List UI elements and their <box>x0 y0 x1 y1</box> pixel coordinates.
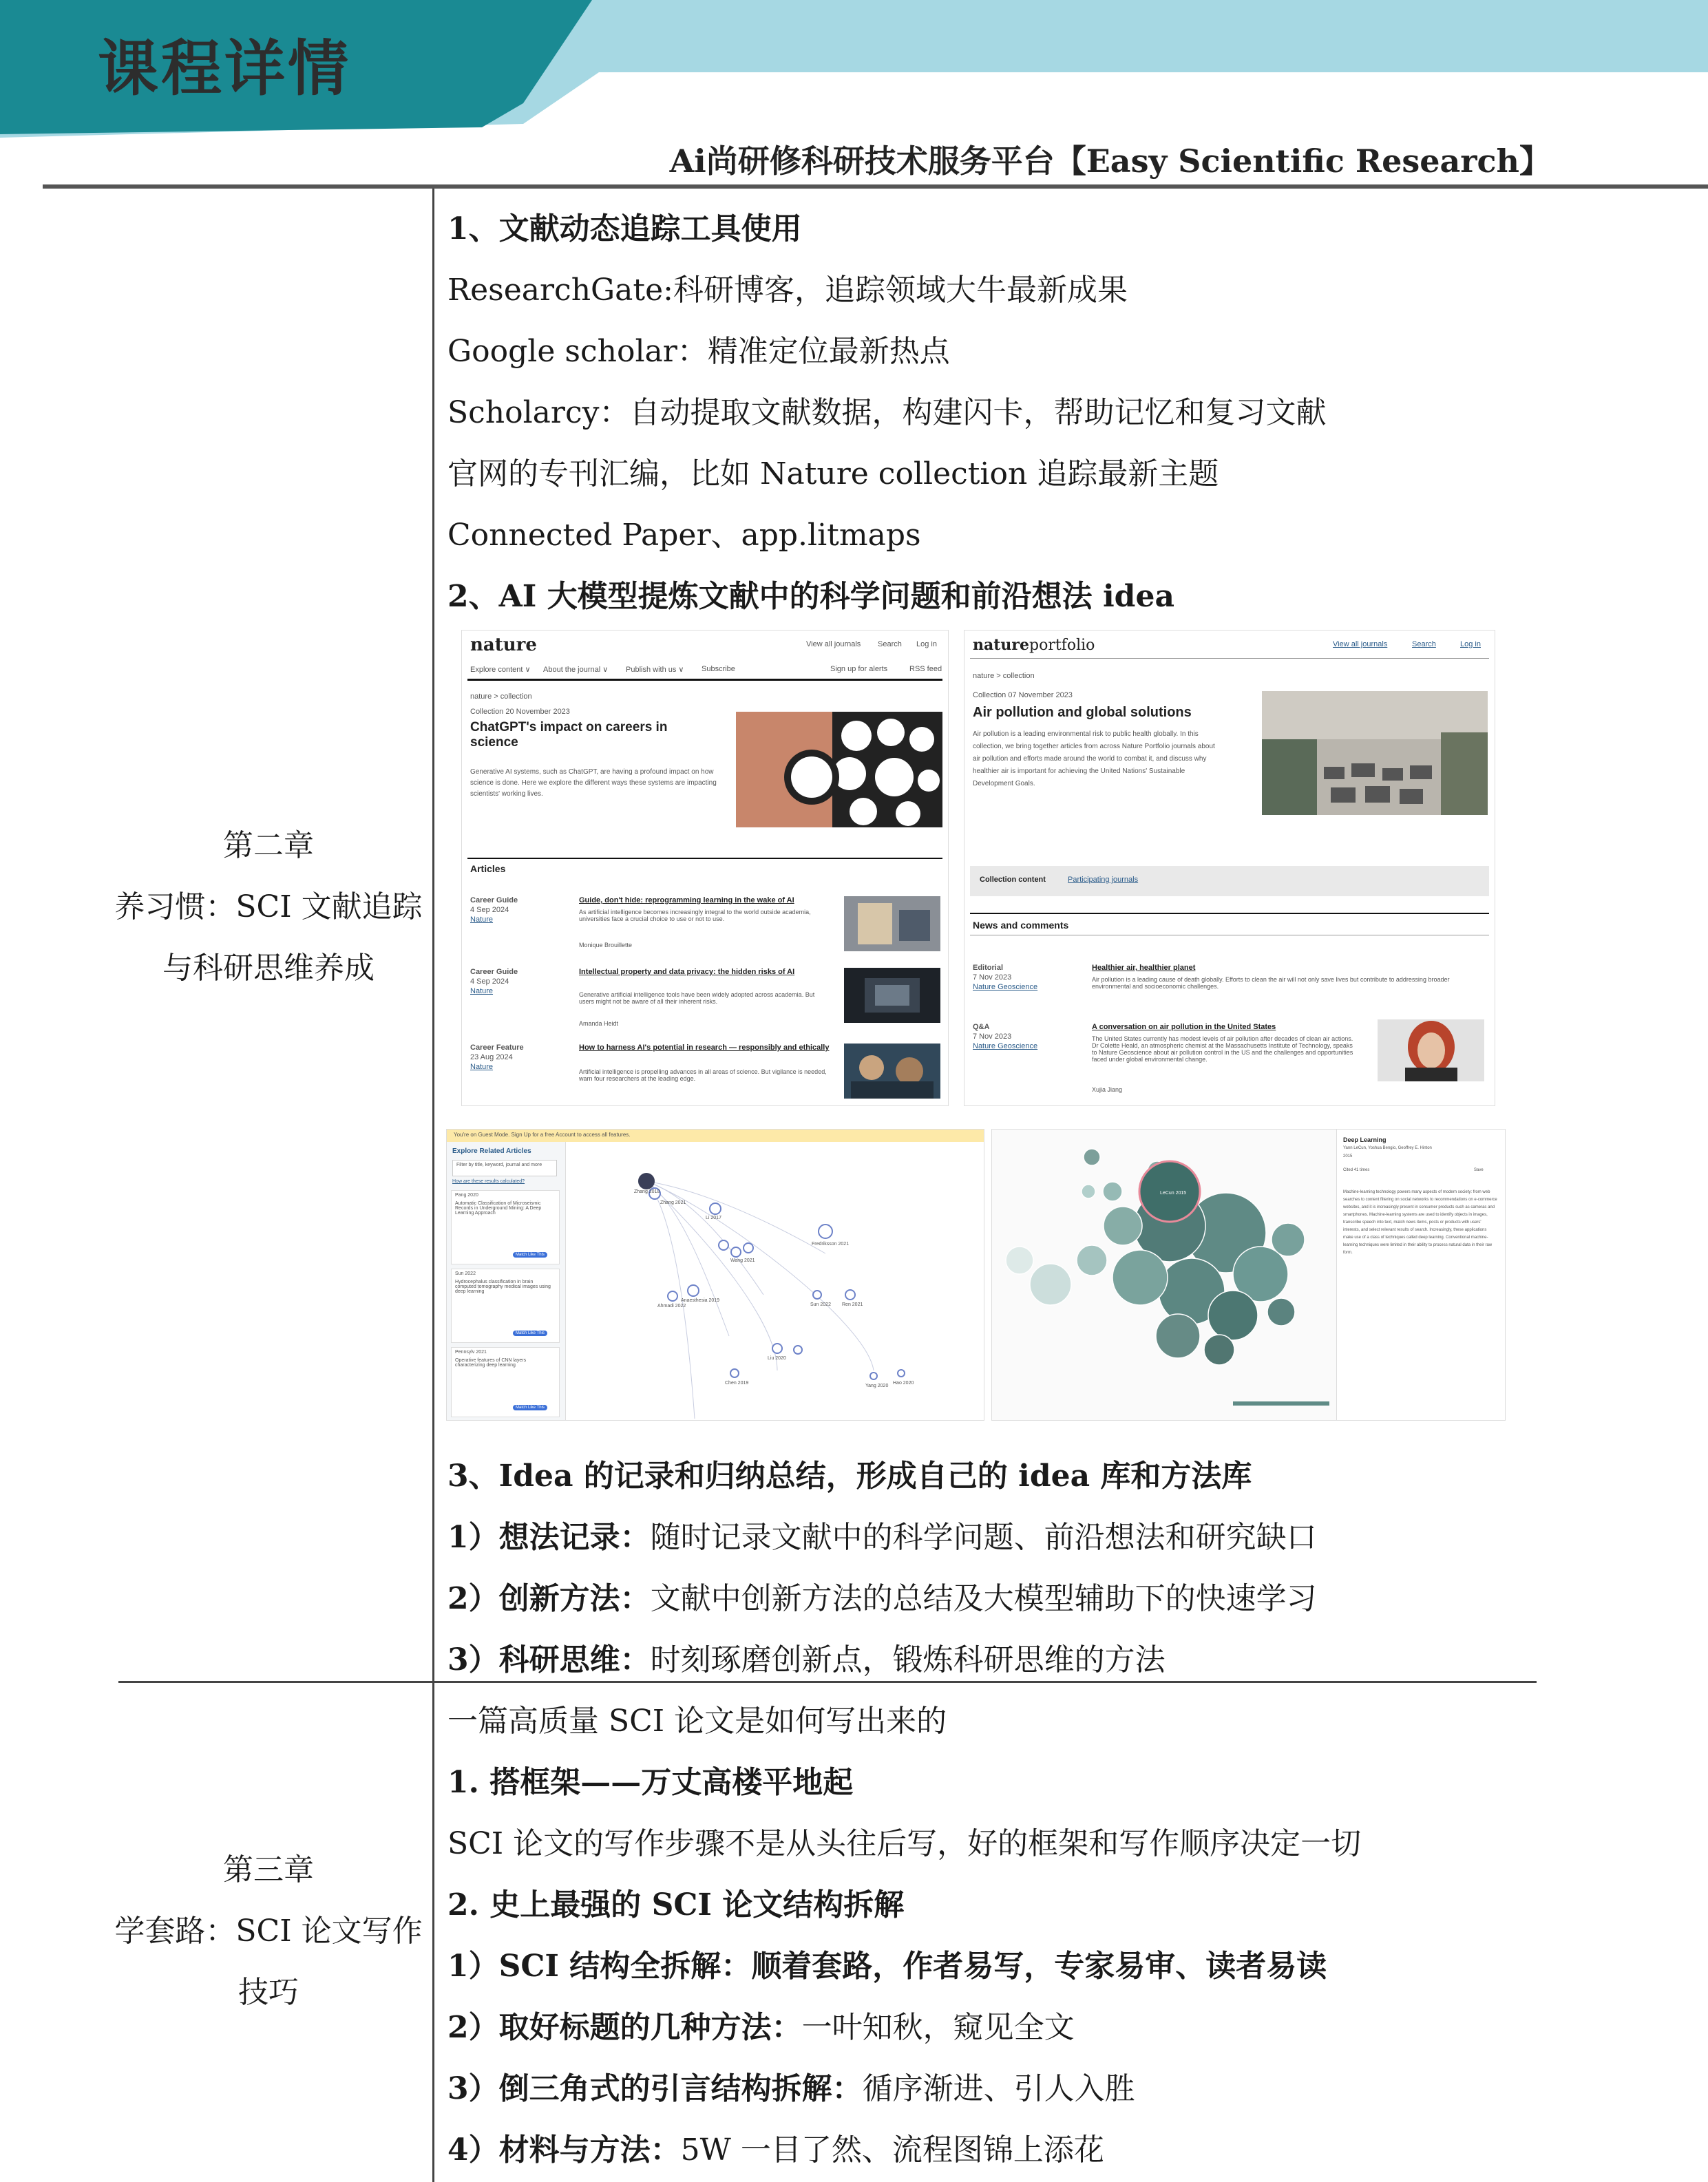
portfolio-breadcrumb: nature > collection <box>973 672 1035 680</box>
news1-date: 7 Nov 2023 <box>973 973 1012 982</box>
article2-type: Career Guide <box>470 968 518 976</box>
news2-snippet: The United States currently has modest levels of air pollution after decades of clean air actions. Dr Colette Heald, an atmospheric chemist at the Massachusetts Institute of Technology, speaks to Nature Geoscience about air pollution control in the US and the challenges and opportunities faced under global environmental change. <box>1092 1035 1353 1063</box>
paper-abstract: Machine-learning technology powers many aspects of modern society: from web searches to content filtering on social networks to recommendations on e-commerce websites, and it is increasingly present in consumer products such as cameras and smartphones. Machine-learning systems are used to identify objects in images, transcribe speech into text, match news items, posts or products with users' interests, and select relevant results of search. Increasingly, these applications make use of a class of techniques called deep learning. Conventional machine-learning techniques were limited in their ability to process natural data in their raw form. <box>1343 1190 1497 1255</box>
nature-nav-4: Subscribe <box>702 665 735 673</box>
card1-year: Pang 2020 <box>455 1193 478 1198</box>
article3-thumbnail <box>844 1044 940 1099</box>
nature-logo: nature <box>470 635 537 655</box>
node-label-13: Hao 2020 <box>893 1381 914 1386</box>
s2-point-2-label: 2）创新方法： <box>447 1581 651 1616</box>
article2-source[interactable]: Nature <box>470 987 494 995</box>
paper-cites: Cited 41 times <box>1343 1168 1370 1172</box>
chapter3-line1: 学套路：SCI 论文写作 <box>114 1914 423 1949</box>
chapter2-line2: 与科研思维养成 <box>162 951 375 986</box>
s2-point-1-label: 1）想法记录： <box>447 1520 651 1555</box>
node-label-2: Li 2017 <box>706 1216 721 1220</box>
chapter2-name: 第二章 <box>223 828 314 863</box>
s3-item-3-label: 3）倒三角式的引言结构拆解： <box>447 2071 863 2106</box>
sidebar-title: Explore Related Articles <box>452 1147 531 1155</box>
article2-snippet: Generative artificial intelligence tools have been widely adopted across academia. But users might not be aware of all their inherent risks. <box>579 991 815 1005</box>
s3-item-3 <box>447 2064 1135 2108</box>
node-label-5: Wang 2021 <box>730 1258 755 1263</box>
paper-detail-panel <box>1336 1130 1506 1420</box>
nature-breadcrumb: nature > collection <box>470 692 532 701</box>
s2-point-2-text: 文献中创新方法的总结及大模型辅助下的快速学习 <box>650 1581 1317 1616</box>
card1-title: Automatic Classification of Microseismic Records in Underground Mining: A Deep Learning Approach <box>455 1201 542 1216</box>
card3-year: Pennsylv 2021 <box>455 1350 487 1355</box>
nature-nav-rule <box>467 679 942 681</box>
article1-date: 4 Sep 2024 <box>470 906 509 914</box>
nature-nav-3: Publish with us ∨ <box>626 666 684 674</box>
s3-item-3-text: 循序渐进、引人入胜 <box>862 2071 1135 2106</box>
portfolio-tab-bar <box>970 866 1489 896</box>
s2-point-1-text: 随时记录文献中的科学问题、前沿想法和研究缺口 <box>650 1520 1317 1555</box>
nature-signup: Sign up for alerts <box>830 665 888 673</box>
s3-heading-1: 1. 搭框架——万丈高楼平地起 <box>447 1765 854 1800</box>
card3-match-button[interactable]: Match Like This <box>513 1405 547 1410</box>
card2-year: Sun 2022 <box>455 1271 476 1276</box>
paper-authors: Yann LeCun, Yoshua Bengio, Geoffrey E. Hinton <box>1343 1146 1432 1150</box>
article3-type: Career Feature <box>470 1044 524 1052</box>
bubble-cluster-graph[interactable] <box>992 1130 1336 1420</box>
article3-date: 23 Aug 2024 <box>470 1053 513 1061</box>
portfolio-logo-nature: nature <box>973 636 1029 654</box>
portfolio-news-label: News and comments <box>973 920 1069 931</box>
node-label-7: Ahmadi 2022 <box>657 1304 686 1309</box>
s3-item-4-label: 4）材料与方法： <box>447 2132 681 2168</box>
article1-title[interactable]: Guide, don't hide: reprogramming learning in the wake of AI <box>579 896 794 904</box>
card2-title: Hydrocephalus classification in brain computed tomography medical images using deep learning <box>455 1280 551 1294</box>
paper-save-button[interactable]: Save <box>1474 1168 1484 1172</box>
node-label-12: Yang 2020 <box>865 1384 889 1388</box>
chapter2-line1: 养习惯：SCI 文献追踪 <box>114 889 423 924</box>
s3-line-1: SCI 论文的写作步骤不是从头往后写，好的框架和写作顺序决定一切 <box>447 1826 1362 1861</box>
nature-portfolio-screenshot <box>964 630 1495 1106</box>
platform-name: Ai尚研修科研技术服务平台【Easy Scientific Research】 <box>669 142 1551 180</box>
sidebar-search-placeholder: Filter by title, keyword, journal and more <box>456 1163 542 1167</box>
article3-snippet: Artificial intelligence is propelling advances in all areas of science. But vigilance is needed, warn four researchers at the leading edge. <box>579 1068 827 1082</box>
paper-title: Deep Learning <box>1343 1136 1387 1143</box>
connected-papers-screenshot <box>446 1129 984 1421</box>
chapter3-label <box>110 1839 427 2023</box>
article3-source[interactable]: Nature <box>470 1063 494 1071</box>
table-row-divider <box>118 1681 1537 1683</box>
s2-point-1 <box>447 1512 1317 1556</box>
news2-author: Xujia Jiang <box>1092 1086 1123 1093</box>
page-title: 课程详情 <box>98 33 352 104</box>
portfolio-top-rule <box>970 658 1489 659</box>
s2-line-1: ResearchGate:科研博客，追踪领域大牛最新成果 <box>447 273 1128 308</box>
article2-date: 4 Sep 2024 <box>470 977 509 986</box>
nature-collection-screenshot <box>461 630 949 1106</box>
nature-articles-rule <box>467 858 942 859</box>
article1-author: Monique Brouillette <box>579 942 633 949</box>
node-label-11: Chen 2019 <box>725 1381 749 1386</box>
s2-line-2: Google scholar：精准定位最新热点 <box>447 334 950 369</box>
chapter2-label <box>110 815 427 999</box>
chapter3-line2: 技巧 <box>238 1975 299 2010</box>
s2-point-2 <box>447 1574 1317 1618</box>
chapter3-name: 第三章 <box>223 1852 314 1887</box>
nature-nav-2: About the journal ∨ <box>543 666 609 674</box>
portfolio-search-link[interactable]: Search <box>1412 640 1436 648</box>
article2-title[interactable]: Intellectual property and data privacy: the hidden risks of AI <box>579 968 795 976</box>
tab-collection-content[interactable]: Collection content <box>980 876 1046 884</box>
portfolio-logo <box>973 636 1095 654</box>
nature-nav-1: Explore content ∨ <box>470 666 531 674</box>
node-label-10: Liu 2020 <box>768 1356 786 1361</box>
node-label-3: Zhang 2021 <box>660 1200 686 1205</box>
s3-intro <box>447 1696 947 1740</box>
news2-date: 7 Nov 2023 <box>973 1032 1012 1041</box>
news1-title[interactable]: Healthier air, healthier planet <box>1092 964 1196 972</box>
article3-title[interactable]: How to harness AI's potential in research — responsibly and ethically <box>579 1044 830 1052</box>
guest-mode-text: You're on Guest Mode. Sign Up for a free Account to access all features. <box>454 1132 631 1138</box>
s3-item-2-text: 一叶知秋，窥见全文 <box>801 2010 1075 2045</box>
s2-line-5: Connected Paper、app.litmaps <box>447 518 921 553</box>
sidebar-hint[interactable]: How are these results calculated? <box>452 1179 525 1184</box>
nature-rss: RSS feed <box>909 665 942 673</box>
s2-line-3: Scholarcy：自动提取文献数据，构建闪卡，帮助记忆和复习文献 <box>447 395 1327 430</box>
portfolio-login-link[interactable]: Log in <box>1460 640 1481 648</box>
header-divider <box>43 184 1708 189</box>
s3-item-1 <box>447 1941 1327 1985</box>
s2-point-3 <box>447 1635 1166 1679</box>
chatgpt-speech-bubbles-image <box>736 712 942 827</box>
citation-graph[interactable] <box>571 1143 981 1419</box>
article1-snippet: As artificial intelligence becomes increasingly integral to the world outside academia, universities face a crucial choice to use or not to use. <box>579 909 811 922</box>
litmaps-screenshot <box>991 1129 1506 1421</box>
news2-source[interactable]: Nature Geoscience <box>973 1042 1038 1050</box>
nature-collection-title: ChatGPT's impact on careers in science <box>470 720 668 750</box>
s3-item-2 <box>447 2002 1075 2046</box>
nature-login-link: Log in <box>916 640 937 648</box>
tab-participating-journals[interactable]: Participating journals <box>1068 876 1139 884</box>
s2-point-3-text: 时刻琢磨创新点，锻炼科研思维的方法 <box>650 1642 1166 1677</box>
paper-year: 2015 <box>1343 1154 1353 1158</box>
nature-articles-label: Articles <box>470 863 506 874</box>
portfolio-logo-portfolio: portfolio <box>1029 637 1095 654</box>
s2-heading-3: 3、Idea 的记录和归纳总结，形成自己的 idea 库和方法库 <box>447 1459 1252 1494</box>
article2-author: Amanda Heidt <box>579 1020 619 1027</box>
news2-title[interactable]: A conversation on air pollution in the United States <box>1092 1023 1276 1031</box>
card2-match-button[interactable]: Match Like This <box>513 1331 547 1336</box>
portfolio-collection-date: Collection 07 November 2023 <box>973 691 1073 699</box>
s2-point-3-label: 3）科研思维： <box>447 1642 651 1677</box>
center-node-label: LeCun 2015 <box>1160 1191 1187 1196</box>
traffic-smog-image <box>1262 691 1488 815</box>
s3-heading-2: 2. 史上最强的 SCI 论文结构拆解 <box>447 1887 905 1923</box>
article1-thumbnail <box>844 896 940 951</box>
news2-type: Q&A <box>973 1023 990 1031</box>
node-label-8: Sun 2022 <box>810 1302 831 1307</box>
s2-heading-2: 2、AI 大模型提炼文献中的科学问题和前沿想法 idea <box>447 579 1174 614</box>
news1-source[interactable]: Nature Geoscience <box>973 983 1038 991</box>
news1-snippet: Air pollution is a leading cause of death globally. Efforts to clean the air will not only save lives but contribute to addressing broader environmental and socioeconomic challenges. <box>1092 976 1450 990</box>
node-label-4: Fredriksson 2021 <box>812 1242 850 1247</box>
s3-item-1-label: 1）SCI 结构全拆解： <box>447 1949 752 1984</box>
article2-thumbnail <box>844 968 940 1023</box>
news1-type: Editorial <box>973 964 1004 972</box>
s3-item-2-label: 2）取好标题的几种方法： <box>447 2010 802 2045</box>
s2-heading-1: 1、文献动态追踪工具使用 <box>447 211 802 246</box>
portfolio-collection-desc: Air pollution is a leading environmental risk to public health globally. In this collection, we bring together articles from across Nature Portfolio journals about air pollution and efforts made around the world to combat it, and discuss why healthier air is important for achieving the United Nations' Sustainable Development Goals. <box>973 730 1215 787</box>
s3-intro-text: 一篇高质量 SCI 论文是如何写出来的 <box>447 1704 947 1739</box>
s3-item-1-text: 顺着套路，作者易写，专家易审、读者易读 <box>751 1949 1327 1984</box>
s3-item-4-text: 5W 一目了然、流程图锦上添花 <box>680 2132 1104 2168</box>
node-label-6: Ren 2021 <box>842 1302 863 1307</box>
s3-item-4 <box>447 2125 1104 2169</box>
portfolio-news-rule <box>970 913 1489 914</box>
nature-collection-desc: Generative AI systems, such as ChatGPT, are having a profound impact on how science is done. Here we explore the different ways these systems are impacting scientists' working lives. <box>470 768 717 798</box>
card1-match-button[interactable]: Match Like This <box>513 1252 547 1258</box>
portfolio-top-link[interactable]: View all journals <box>1333 640 1388 648</box>
article1-type: Career Guide <box>470 896 518 904</box>
card3-title: Operative features of CNN layers characterizing deep learning <box>455 1358 527 1368</box>
portfolio-collection-title: Air pollution and global solutions <box>973 705 1192 720</box>
node-label-9: Anaesthesia 2019 <box>681 1298 720 1303</box>
node-label-1: Zhang 2018 <box>634 1189 660 1194</box>
table-column-divider <box>432 189 434 2182</box>
nature-top-link: View all journals <box>806 640 861 648</box>
nature-search-link: Search <box>878 640 902 648</box>
nature-collection-date: Collection 20 November 2023 <box>470 708 570 716</box>
article1-source[interactable]: Nature <box>470 915 494 924</box>
s2-line-4: 官网的专刊汇编，比如 Nature collection 追踪最新主题 <box>447 456 1219 491</box>
news2-portrait-image <box>1378 1019 1484 1081</box>
